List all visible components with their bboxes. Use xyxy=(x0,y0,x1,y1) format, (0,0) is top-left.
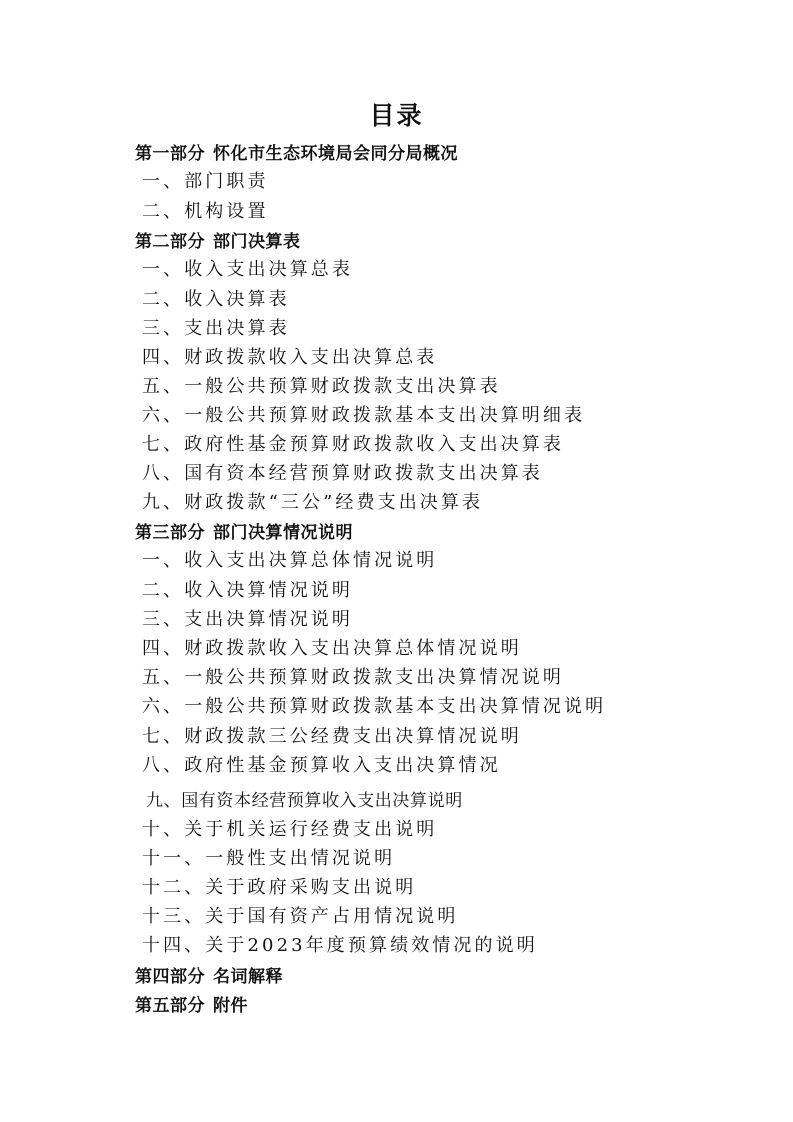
part-heading: 第五部分 xyxy=(135,996,205,1016)
toc-item: 三、支出决算表 xyxy=(142,318,290,339)
toc-item: 七、财政拨款三公经费支出决算情况说明 xyxy=(142,726,522,747)
toc-item: 一、收入支出决算总体情况说明 xyxy=(142,550,438,571)
part-heading: 第二部分 xyxy=(135,232,205,252)
toc-item: 二、收入决算表 xyxy=(142,289,290,310)
part-name: 部门决算表 xyxy=(213,232,301,252)
toc-item: 八、国有资本经营预算财政拨款支出决算表 xyxy=(142,463,543,484)
part-name: 怀化市生态环境局会同分局概况 xyxy=(213,144,458,164)
toc-item: 十、关于机关运行经费支出说明 xyxy=(142,819,438,840)
part-heading: 第三部分 xyxy=(135,523,205,543)
toc-item: 六、一般公共预算财政拨款基本支出决算情况说明 xyxy=(142,696,607,717)
toc-item: 二、收入决算情况说明 xyxy=(142,580,353,601)
toc-part-1 xyxy=(135,139,458,164)
toc-item: 四、财政拨款收入支出决算总表 xyxy=(142,347,438,368)
toc-item: 五、一般公共预算财政拨款支出决算情况说明 xyxy=(142,667,564,688)
toc-item: 二、机构设置 xyxy=(142,201,269,222)
toc-part-2 xyxy=(135,227,301,252)
toc-item: 四、财政拨款收入支出决算总体情况说明 xyxy=(142,638,522,659)
part-heading: 第一部分 xyxy=(135,144,205,164)
toc-item: 九、财政拨款“三公”经费支出决算表 xyxy=(142,492,484,513)
part-name: 名词解释 xyxy=(213,967,283,987)
toc-item: 十三、关于国有资产占用情况说明 xyxy=(142,906,459,927)
toc-part-4 xyxy=(135,962,283,987)
part-name: 附件 xyxy=(213,996,248,1016)
toc-item: 七、政府性基金预算财政拨款收入支出决算表 xyxy=(142,434,564,455)
toc-part-5 xyxy=(135,991,248,1016)
toc-item: 十二、关于政府采购支出说明 xyxy=(142,877,417,898)
toc-item: 十一、一般性支出情况说明 xyxy=(142,848,396,869)
part-name: 部门决算情况说明 xyxy=(213,523,353,543)
toc-item: 一、部门职责 xyxy=(142,171,269,192)
toc-item: 三、支出决算情况说明 xyxy=(142,609,353,630)
toc-item: 六、一般公共预算财政拨款基本支出决算明细表 xyxy=(142,405,586,426)
toc-item: 八、政府性基金预算收入支出决算情况 xyxy=(142,755,501,776)
page-title: 目录 xyxy=(369,101,424,130)
toc-part-3 xyxy=(135,518,353,543)
part-heading: 第四部分 xyxy=(135,967,205,987)
toc-item: 九、国有资本经营预算收入支出决算说明 xyxy=(146,791,463,811)
toc-item: 五、一般公共预算财政拨款支出决算表 xyxy=(142,376,501,397)
toc-item: 十四、关于2023年度预算绩效情况的说明 xyxy=(142,935,538,956)
toc-item: 一、收入支出决算总表 xyxy=(142,259,353,280)
